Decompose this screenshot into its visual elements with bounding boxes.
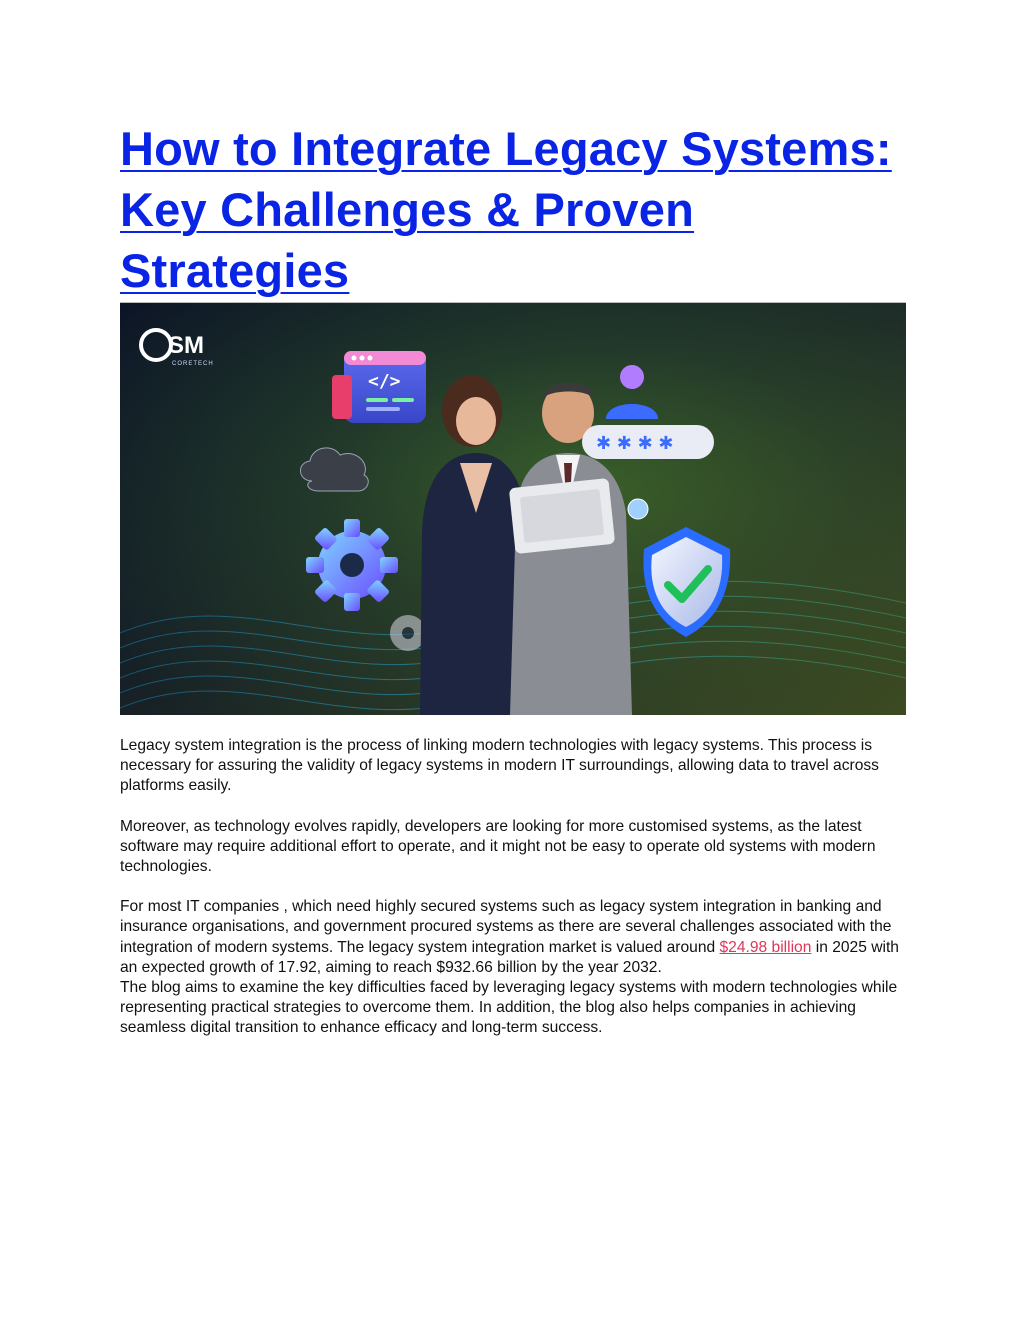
- paragraph-intro: Legacy system integration is the process of linking modern technologies with legacy systems. This process is necessary for assuring the validity of legacy systems in modern IT surroundings, allowing data to travel across platforms easily.: [120, 737, 879, 795]
- logo-text: SM: [168, 332, 204, 359]
- hero-image: [120, 302, 906, 715]
- small-gear-icon: [390, 615, 426, 651]
- article-body: [120, 736, 910, 1039]
- logo-subtext: CORETECH: [172, 361, 214, 367]
- article: [120, 118, 910, 1037]
- laptop-icon: [509, 478, 615, 554]
- paragraph-blog-aim: The blog aims to examine the key difficulties faced by leveraging legacy systems with modern technologies while representing practical strategies to overcome them. In addition, the blog also helps companies in achieving seamless digital transition to enhance efficacy and long-term success.: [120, 979, 898, 1037]
- article-title-link[interactable]: How to Integrate Legacy Systems: Key Challenges & Proven Strategies: [120, 122, 892, 297]
- market-text-before: For most IT companies , which need highly secured systems such as legacy system integration in banking and insurance organisations, and government procured systems as there are several challenges associated with the integration of modern systems. The legacy system integration market is valued around: [120, 898, 892, 956]
- password-mask: ✱ ✱ ✱ ✱: [596, 433, 674, 454]
- market-value-link[interactable]: $24.98 billion: [719, 938, 812, 956]
- market-text-after: in 2025 with an expected growth of 17.92, aiming to reach $932.66 billion by the year 2032.: [120, 938, 899, 976]
- gear-icon: [306, 519, 398, 611]
- paragraph-market: [120, 897, 910, 978]
- article-title[interactable]: [120, 118, 910, 301]
- code-window-icon: [332, 351, 426, 423]
- globe-icon: [628, 499, 648, 519]
- paragraph-moreover: Moreover, as technology evolves rapidly, developers are looking for more customised systems, as the latest software may require additional effort to operate, and it might not be easy to operate old systems with modern technologies.: [120, 817, 876, 876]
- code-glyph: </>: [368, 371, 401, 392]
